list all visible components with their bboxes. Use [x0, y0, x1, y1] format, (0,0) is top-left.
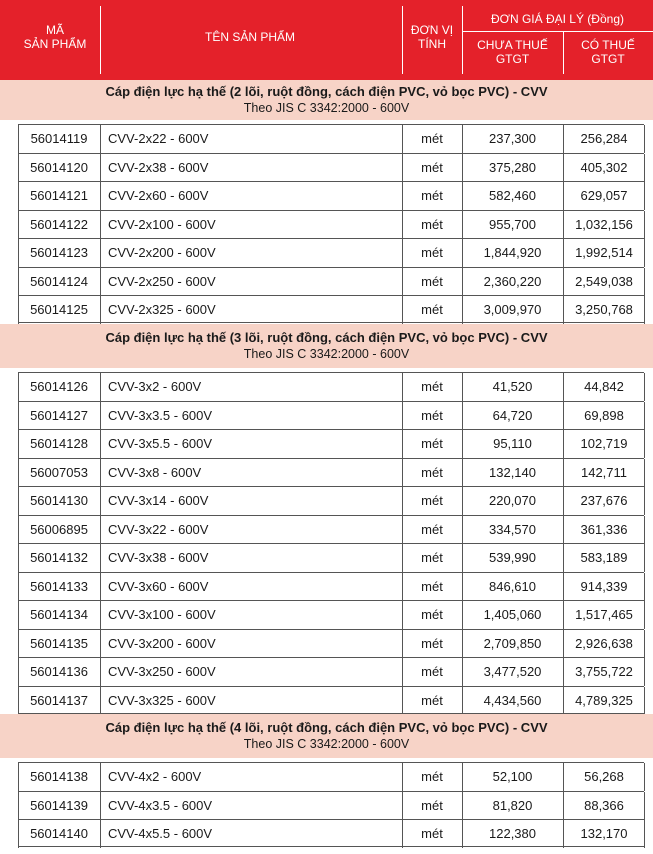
table-row	[18, 401, 644, 429]
header-divider	[462, 6, 463, 74]
price-pretax-cell: 3,477,520	[483, 664, 542, 679]
price-pretax-cell: 334,570	[489, 521, 536, 537]
table-row	[18, 124, 644, 152]
price-vat-cell: 1,517,465	[575, 607, 633, 622]
unit-cell: mét	[421, 635, 443, 651]
price-pretax-cell: 41,520	[492, 379, 533, 394]
table-row	[18, 791, 644, 819]
product-code-cell: 56014137	[30, 692, 88, 708]
cell-divider	[644, 459, 645, 487]
price-pretax-cell: 3,009,970	[483, 302, 542, 317]
price-vat-cell: 583,189	[580, 550, 628, 565]
header-price-vat-line2: GTGT	[591, 52, 625, 66]
section-body	[0, 124, 653, 324]
table-row	[18, 600, 644, 628]
price-vat-cell: 629,057	[580, 188, 628, 203]
header-divider	[402, 6, 403, 74]
unit-cell: mét	[421, 493, 443, 508]
section-header	[0, 714, 653, 758]
cell-divider	[644, 125, 645, 153]
price-pretax-cell: 4,434,560	[483, 692, 542, 708]
cell-divider	[644, 573, 645, 601]
product-name-cell: CVV-3x2 - 600V	[108, 379, 202, 394]
price-vat-cell: 405,302	[580, 159, 628, 175]
product-code-cell: 56014130	[30, 493, 88, 508]
table-row	[18, 486, 644, 514]
section-title: Cáp điện lực hạ thế (2 lõi, ruột đồng, cách điện PVC, vỏ bọc PVC) - CVV	[105, 84, 548, 99]
product-name-cell: CVV-3x38 - 600V	[108, 550, 209, 565]
price-vat-cell: 88,366	[584, 797, 624, 813]
product-code-cell: 56014136	[30, 664, 88, 679]
price-pretax-cell: 52,100	[492, 769, 533, 784]
cell-divider	[644, 402, 645, 430]
section-standard: Theo JIS C 3342:2000 - 600V	[243, 347, 410, 361]
header-divider	[563, 32, 564, 74]
cell-divider	[644, 516, 645, 544]
header-product-code-line2: SẢN PHẨM	[23, 37, 87, 51]
product-code-cell: 56014139	[30, 797, 88, 813]
cell-divider	[644, 601, 645, 629]
product-name-cell: CVV-2x38 - 600V	[108, 159, 209, 175]
unit-cell: mét	[421, 245, 443, 260]
price-pretax-cell: 955,700	[489, 216, 536, 232]
product-name-cell: CVV-3x5.5 - 600V	[108, 436, 213, 451]
product-name-cell: CVV-4x3.5 - 600V	[108, 797, 213, 813]
product-name-cell: CVV-3x100 - 600V	[108, 607, 216, 622]
cell-divider	[100, 373, 101, 401]
header-unit-line1: ĐƠN VỊ	[410, 23, 454, 37]
product-code-cell: 56014132	[30, 550, 88, 565]
cell-divider	[100, 573, 101, 601]
unit-cell: mét	[421, 550, 443, 565]
header-price-pretax-line1: CHƯA THUẾ	[477, 38, 548, 52]
cell-divider	[644, 763, 645, 791]
product-code-cell: 56014135	[30, 635, 88, 651]
unit-cell: mét	[421, 159, 443, 175]
table-row	[18, 657, 644, 685]
product-code-cell: 56014126	[30, 379, 88, 394]
cell-divider	[644, 154, 645, 182]
cell-divider	[100, 154, 101, 182]
price-pretax-cell: 2,360,220	[483, 273, 542, 289]
product-code-cell: 56014128	[30, 436, 88, 451]
product-name-cell: CVV-3x22 - 600V	[108, 521, 209, 537]
table-row	[18, 572, 644, 600]
price-vat-cell: 1,032,156	[575, 216, 633, 232]
table-row	[18, 238, 644, 266]
section-header	[0, 80, 653, 120]
product-code-cell: 56014125	[30, 302, 88, 317]
product-name-cell: CVV-2x250 - 600V	[108, 273, 216, 289]
price-pretax-cell: 582,460	[489, 188, 536, 203]
price-pretax-cell: 2,709,850	[483, 635, 542, 651]
cell-divider	[100, 630, 101, 658]
product-code-cell: 56014121	[30, 188, 88, 203]
product-name-cell: CVV-3x8 - 600V	[108, 464, 202, 480]
header-product-name-text: TÊN SẢN PHẨM	[204, 30, 295, 44]
section-standard: Theo JIS C 3342:2000 - 600V	[243, 101, 410, 115]
header-price-pretax-line2: GTGT	[495, 52, 530, 66]
unit-cell: mét	[421, 578, 443, 594]
product-code-cell: 56014123	[30, 245, 88, 260]
unit-cell: mét	[421, 131, 443, 146]
table-row	[18, 295, 644, 323]
cell-divider	[644, 820, 645, 848]
cell-divider	[644, 373, 645, 401]
unit-cell: mét	[421, 464, 443, 480]
product-name-cell: CVV-4x5.5 - 600V	[108, 826, 213, 841]
unit-cell: mét	[421, 692, 443, 708]
header-price-vat	[563, 34, 653, 70]
table-row	[18, 515, 644, 543]
product-code-cell: 56014140	[30, 826, 88, 841]
price-pretax-cell: 132,140	[489, 464, 536, 480]
table-row	[18, 181, 644, 209]
unit-cell: mét	[421, 826, 443, 841]
table-row	[18, 210, 644, 238]
header-product-name	[100, 8, 400, 66]
price-pretax-cell: 95,110	[493, 436, 532, 451]
product-code-cell: 56006895	[30, 521, 88, 537]
cell-divider	[644, 296, 645, 324]
product-name-cell: CVV-2x100 - 600V	[108, 216, 216, 232]
price-pretax-cell: 122,380	[489, 826, 536, 841]
product-code-cell: 56014138	[30, 769, 88, 784]
cell-divider	[100, 763, 101, 791]
cell-divider	[100, 459, 101, 487]
cell-divider	[100, 268, 101, 296]
product-code-cell: 56014119	[30, 131, 88, 146]
cell-divider	[100, 544, 101, 572]
price-vat-cell: 56,268	[584, 769, 624, 784]
cell-divider	[644, 211, 645, 239]
price-pretax-cell: 375,280	[489, 159, 536, 175]
cell-divider	[644, 182, 645, 210]
header-product-code	[10, 8, 100, 66]
section-standard: Theo JIS C 3342:2000 - 600V	[243, 737, 410, 751]
price-vat-cell: 2,926,638	[575, 635, 633, 651]
price-pretax-cell: 539,990	[489, 550, 536, 565]
product-name-cell: CVV-3x325 - 600V	[108, 692, 216, 708]
product-code-cell: 56007053	[30, 464, 88, 480]
price-vat-cell: 361,336	[580, 521, 628, 537]
price-vat-cell: 1,992,514	[575, 245, 633, 260]
cell-divider	[100, 516, 101, 544]
cell-divider	[100, 402, 101, 430]
cell-divider	[100, 820, 101, 848]
header-product-code-line1: MÃ	[46, 23, 64, 37]
header-divider	[100, 6, 101, 74]
price-pretax-cell: 846,610	[489, 578, 536, 594]
product-code-cell: 56014120	[30, 159, 88, 175]
product-name-cell: CVV-3x60 - 600V	[108, 578, 209, 594]
table-row	[18, 819, 644, 847]
product-name-cell: CVV-3x14 - 600V	[108, 493, 209, 508]
cell-divider	[100, 601, 101, 629]
price-vat-cell: 3,250,768	[575, 302, 633, 317]
product-code-cell: 56014124	[30, 273, 88, 289]
table-row	[18, 762, 644, 790]
cell-divider	[100, 487, 101, 515]
cell-divider	[100, 125, 101, 153]
price-vat-cell: 2,549,038	[575, 273, 633, 289]
cell-divider	[100, 182, 101, 210]
table-row	[18, 372, 644, 400]
product-code-cell: 56014122	[30, 216, 88, 232]
price-pretax-cell: 220,070	[489, 493, 536, 508]
unit-cell: mét	[421, 216, 443, 232]
header-price-pretax	[462, 34, 563, 70]
table-row	[18, 429, 644, 457]
product-code-cell: 56014127	[30, 407, 88, 423]
product-name-cell: CVV-3x200 - 600V	[108, 635, 216, 651]
section-title: Cáp điện lực hạ thế (3 lõi, ruột đồng, cách điện PVC, vỏ bọc PVC) - CVV	[105, 330, 548, 345]
cell-divider	[644, 630, 645, 658]
unit-cell: mét	[421, 302, 443, 317]
unit-cell: mét	[421, 607, 443, 622]
table-row	[18, 458, 644, 486]
unit-cell: mét	[421, 664, 443, 679]
cell-divider	[100, 792, 101, 820]
price-vat-cell: 4,789,325	[575, 692, 633, 708]
table-row	[18, 543, 644, 571]
product-code-cell: 56014134	[30, 607, 88, 622]
price-vat-cell: 914,339	[580, 578, 628, 594]
price-vat-cell: 102,719	[580, 436, 628, 451]
cell-divider	[100, 296, 101, 324]
table-row	[18, 629, 644, 657]
section-body	[0, 372, 653, 714]
cell-divider	[100, 430, 101, 458]
price-vat-cell: 69,898	[584, 407, 624, 423]
price-pretax-cell: 1,405,060	[483, 607, 542, 622]
cell-divider	[644, 239, 645, 267]
price-pretax-cell: 1,844,920	[483, 245, 542, 260]
cell-divider	[644, 268, 645, 296]
cell-divider	[100, 239, 101, 267]
product-code-cell: 56014133	[30, 578, 88, 594]
cell-divider	[644, 658, 645, 686]
cell-divider	[644, 792, 645, 820]
product-name-cell: CVV-3x250 - 600V	[108, 664, 216, 679]
product-name-cell: CVV-3x3.5 - 600V	[108, 407, 213, 423]
table-row	[18, 153, 644, 181]
table-header	[0, 0, 653, 80]
unit-cell: mét	[421, 273, 443, 289]
cell-divider	[100, 211, 101, 239]
section-header	[0, 324, 653, 368]
header-divider	[462, 31, 653, 32]
header-unit-line2: TÍNH	[418, 37, 446, 51]
cell-divider	[100, 687, 101, 715]
price-vat-cell: 132,170	[580, 826, 628, 841]
unit-cell: mét	[421, 521, 443, 537]
header-unit	[402, 8, 462, 66]
unit-cell: mét	[421, 188, 443, 203]
product-name-cell: CVV-4x2 - 600V	[108, 769, 202, 784]
price-vat-cell: 44,842	[584, 379, 624, 394]
product-name-cell: CVV-2x60 - 600V	[108, 188, 209, 203]
header-dealer-price-text: ĐƠN GIÁ ĐẠI LÝ (Đồng)	[491, 12, 624, 26]
unit-cell: mét	[421, 379, 443, 394]
product-name-cell: CVV-2x22 - 600V	[108, 131, 209, 146]
cell-divider	[100, 658, 101, 686]
cell-divider	[644, 487, 645, 515]
section-title: Cáp điện lực hạ thế (4 lõi, ruột đồng, cách điện PVC, vỏ bọc PVC) - CVV	[105, 720, 548, 735]
header-dealer-price	[462, 8, 653, 30]
unit-cell: mét	[421, 407, 443, 423]
unit-cell: mét	[421, 769, 443, 784]
cell-divider	[644, 430, 645, 458]
unit-cell: mét	[421, 436, 443, 451]
price-vat-cell: 256,284	[580, 131, 628, 146]
header-price-vat-line1: CÓ THUẾ	[581, 38, 635, 52]
price-pretax-cell: 81,820	[492, 797, 533, 813]
cell-divider	[644, 544, 645, 572]
unit-cell: mét	[421, 797, 443, 813]
price-vat-cell: 3,755,722	[575, 664, 633, 679]
price-vat-cell: 142,711	[580, 464, 628, 480]
product-name-cell: CVV-2x200 - 600V	[108, 245, 216, 260]
price-pretax-cell: 237,300	[489, 131, 536, 146]
product-name-cell: CVV-2x325 - 600V	[108, 302, 216, 317]
section-body	[0, 762, 653, 854]
table-row	[18, 267, 644, 295]
table-row	[18, 686, 644, 714]
price-vat-cell: 237,676	[580, 493, 628, 508]
price-pretax-cell: 64,720	[492, 407, 533, 423]
cell-divider	[644, 687, 645, 715]
